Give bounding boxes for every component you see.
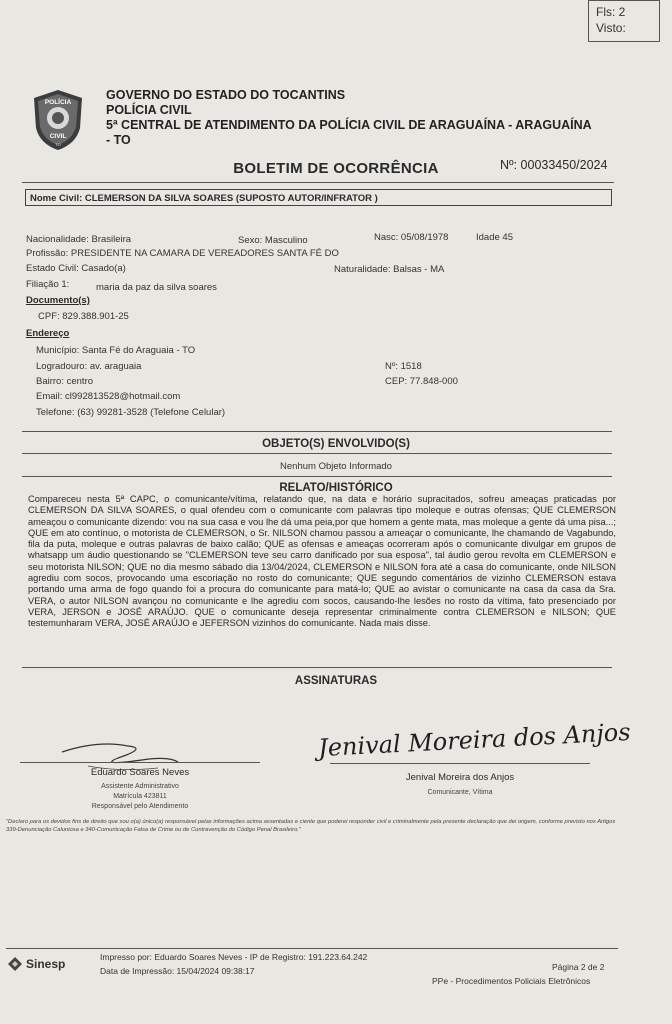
documento-heading: Documento(s) xyxy=(26,295,90,306)
footer-impresso: Impresso por: Eduardo Soares Neves - IP de Registro: 191.223.64.242 xyxy=(100,952,368,962)
stamp-visto: Visto: xyxy=(596,21,626,35)
relato-heading: RELATO/HISTÓRICO xyxy=(279,482,393,494)
telefone: Telefone: (63) 99281-3528 (Telefone Celular) xyxy=(36,407,226,418)
cep: CEP: 77.848-000 xyxy=(385,376,458,387)
footer-pagina: Página 2 de 2 xyxy=(552,962,605,972)
logo-top-text: POLÍCIA xyxy=(44,99,72,106)
sexo: Sexo: Masculino xyxy=(238,235,308,246)
logradouro: Logradouro: av. araguaia xyxy=(36,361,142,372)
declaracao-text: "Declaro para os devidos fins de direito que sou o(a) único(a) responsável pelas informações acima assentadas e ciente que poderei responder civil e criminalmente pela presente declaração que dei origem, conforme previsto nos Artigos 339-Denunciação Caluniosa e 340-Comunicação Falsa de Crime ou de Contravenção do Código Penal Brasileiro." xyxy=(6,819,616,833)
divider xyxy=(22,667,612,668)
objetos-text: Nenhum Objeto Informado xyxy=(280,461,392,472)
municipio: Município: Santa Fé do Araguaia - TO xyxy=(36,345,196,356)
right-signer-name: Jenival Moreira dos Anjos xyxy=(405,772,515,783)
filiacao-value: maria da paz da silva soares xyxy=(96,282,217,293)
left-signer-name: Eduardo Soares Neves xyxy=(90,767,190,778)
relato-text: Compareceu nesta 5ª CAPC, o comunicante/vítima, relatando que, na data e horário supracitados, sofreu ameaças praticadas por CLEMERSON DA SILVA SOARES, o qual ofendeu com o comunicante com palavras tipo moleque e outras ofensas; QUE CLEMERSON ameaçou o comunicante dizendo: vou na sua casa e vou lhe dá uma peia,por que homem a gente mata, mas moleque a gente dá uma pisa...; QUE em ato contínuo, o motorista de CLEMERSON, o Sr. NILSON chamou passou a ameaçar o comunicante, lhe chamando de Vagabundo, fila da puta, moleque e outras palavras de baixo calão; QUE as ofensas e ameaças ocorreram após o comunicante divulgar em grupos de whatsapp um áudio questionando se "CLEMERSON teve seu carro danificado por sua esposa", tal áudio gerou revolta em CLEMERSON e seu motorista NILSON; QUE no dia mesmo sábado dia 13/04/2024, CLEMERSON e NILSON fora até a casa do comunicante, onde NILSON agrediu com socos, provocando uma escoriação no rosto do comunicante; QUE segundo comentários de vizinho CLEMERSON estava portando uma arma de fogo quando foi a procura do comunicante para matá-lo; QUE ao avistar o comunicante na casa da casa da Sra. VERA, o autor NILSON avançou no comunicante e lhe agrediu com socos, causando-lhe lesões no rosto da vítima, fato presenciado por VERA, JERSON e JOSÉ ARAÚJO. QUE o comunicante deseja representar criminalmente contra CLEMERSON e NILSON; QUE testemunharam VERA, JOSÉ ARAÚJO e JEFERSON vizinhos do comunicante. Nada mais disse. xyxy=(28,494,616,629)
right-signer-role: Comunicante, Vítima xyxy=(427,789,493,796)
header-line-2: POLÍCIA CIVIL xyxy=(106,103,192,117)
divider xyxy=(22,182,614,183)
nascimento: Nasc: 05/08/1978 xyxy=(374,232,449,243)
bairro: Bairro: centro xyxy=(36,376,94,387)
document-title: BOLETIM DE OCORRÊNCIA xyxy=(233,160,439,177)
left-signer-matricula: Matrícula 423811 xyxy=(113,793,167,800)
naturalidade: Naturalidade: Balsas - MA xyxy=(334,264,445,275)
divider xyxy=(22,431,612,432)
sinesp-logo xyxy=(6,955,65,973)
sinesp-logo-icon xyxy=(6,955,24,973)
filiacao-label: Filiação 1: xyxy=(26,279,70,290)
footer-divider xyxy=(6,948,618,949)
stamp-fls: Fls: 2 xyxy=(596,5,626,19)
footer-sistema: PPe - Procedimentos Policiais Eletrônicos xyxy=(432,976,591,986)
profissao: Profissão: PRESIDENTE NA CAMARA DE VEREADORES SANTA FÉ DO xyxy=(26,248,339,259)
logo-state-text: TO xyxy=(55,142,61,147)
cpf: CPF: 829.388.901-25 xyxy=(38,311,129,322)
police-badge-logo xyxy=(30,88,86,152)
nacionalidade: Nacionalidade: Brasileira xyxy=(26,234,132,245)
logo-bottom-text: CIVIL xyxy=(49,133,67,140)
document-number: Nº: 00033450/2024 xyxy=(500,158,608,172)
idade: Idade 45 xyxy=(476,232,513,243)
numero: Nº: 1518 xyxy=(385,361,422,372)
endereco-heading: Endereço xyxy=(26,328,70,339)
objetos-heading: OBJETO(S) ENVOLVIDO(S) xyxy=(262,438,410,450)
right-signature-line xyxy=(330,763,590,764)
page-stamp-box xyxy=(588,0,660,42)
left-signer-resp: Responsável pelo Atendimento xyxy=(91,803,189,810)
divider xyxy=(22,453,612,454)
divider xyxy=(22,476,612,477)
assinaturas-heading: ASSINATURAS xyxy=(294,675,378,687)
header-block xyxy=(106,88,626,148)
left-signature-line xyxy=(20,762,260,763)
header-line-4: - TO xyxy=(106,133,131,147)
header-line-1: GOVERNO DO ESTADO DO TOCANTINS xyxy=(106,88,346,102)
header-line-3: 5ª CENTRAL DE ATENDIMENTO DA POLÍCIA CIVIL DE ARAGUAÍNA - ARAGUAÍNA xyxy=(106,118,592,132)
email: Email: cl992813528@hotmail.com xyxy=(36,391,181,402)
estado-civil: Estado Civil: Casado(a) xyxy=(26,263,126,274)
left-signer-role: Assistente Administrativo xyxy=(101,783,179,790)
footer-data-impressao: Data de Impressão: 15/04/2024 09:38:17 xyxy=(100,966,255,976)
handwritten-signature: Jenival Moreira dos Anjos xyxy=(317,717,632,763)
person-name-box: Nome Civil: CLEMERSON DA SILVA SOARES (SUPOSTO AUTOR/INFRATOR ) xyxy=(25,189,612,206)
sinesp-logo-text: Sinesp xyxy=(26,957,66,971)
